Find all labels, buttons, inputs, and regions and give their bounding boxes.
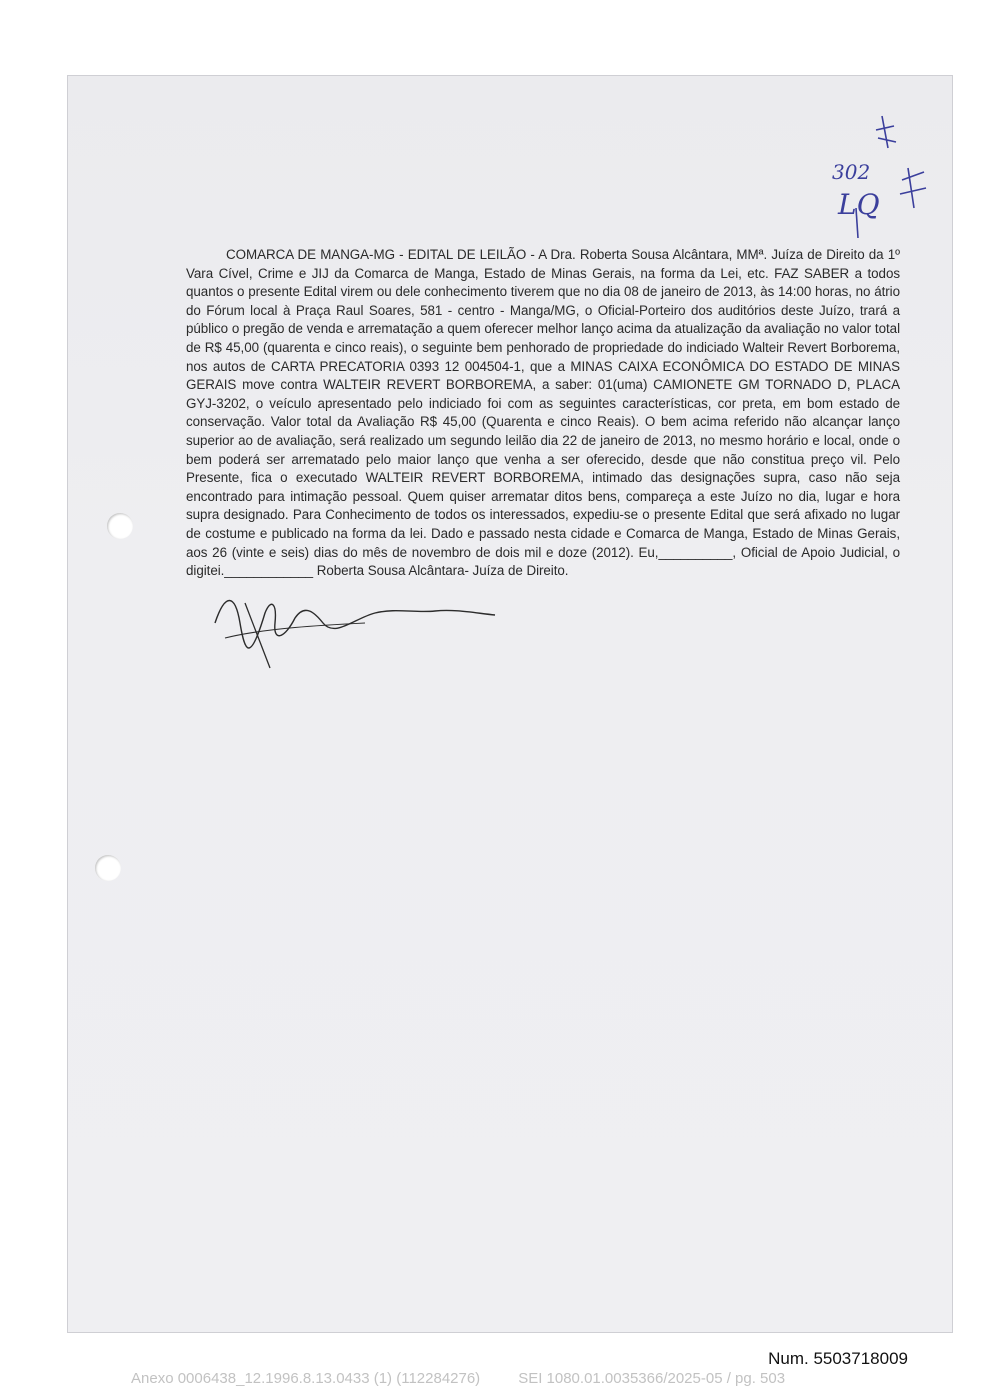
document-number: Num. 5503718009 [768,1349,908,1368]
sei-reference: SEI 1080.01.0035366/2025-05 / pg. 503 [518,1370,786,1387]
folio-number: 302 [832,160,871,184]
judge-signature-icon [205,583,505,673]
punch-hole-top [107,513,133,539]
footer-reference [131,1370,891,1387]
initials-rubric: LQ [838,188,880,221]
annex-reference: Anexo 0006438_12.1996.8.13.0433 (1) (112284276) [131,1370,481,1387]
edital-body: COMARCA DE MANGA-MG - EDITAL DE LEILÃO - A Dra. Roberta Sousa Alcântara, MMª. Juíza de Direito da 1º Vara Cível, Crime e JIJ da Comarca de Manga, Estado de Minas Gerais, na forma da Lei, etc. FAZ SABER a todos quantos o presente Edital virem ou dele conhecimento tiverem que no dia 08 de janeiro de 2013, às 14:00 horas, no átrio do Fórum local à Praça Raul Soares, 581 - centro - Manga/MG, o Oficial-Porteiro dos auditórios deste Juízo, trará a público o pregão de venda e arrematação a quem oferecer melhor lanço acima da atualização da avaliação no valor total de R$ 45,00 (quarenta e cinco reais), o seguinte bem penhorado de propriedade do indiciado Walteir Revert Borborema, nos autos de CARTA PRECATORIA 0393 12 004504-1, que a MINAS CAIXA ECONÔMICA DO ESTADO DE MINAS GERAIS move contra WALTEIR REVERT BORBOREMA, a saber: 01(uma) CAMIONETE GM TORNADO D, PLACA GYJ-3202, o veículo apresentado pelo indiciado foi com as seguintes características, cor preta, em bom estado de conservação. Valor total da Avaliação R$ 45,00 (Quarenta e cinco Reais). O bem acima referido não alcançar lanço superior ao de avaliação, será realizado um segundo leilão dia 22 de janeiro de 2013, no mesmo horário e local, onde o bem poderá ser arrematado pelo maior lanço que venha a ser oferecido, desde que não constitua preço vil. Pelo Presente, fica o executado WALTEIR REVERT BORBOREMA, intimado das designações supra, caso não seja encontrado para intimação pessoal. Quem quiser arrematar ditos bens, compareça a este Juízo no dia, lugar e hora supra designado. Para Conhecimento de todos os interessados, expediu-se o presente Edital que será afixado no lugar de costume e publicado na forma da lei. Dado e passado nesta cidade e Comarca de Manga, Estado de Minas Gerais, aos 26 (vinte e seis) dias do mês de novembro de dois mil e doze (2012). Eu,__________, Oficial de Apoio Judicial, o digitei.____________ Roberta Sousa Alcântara- Juíza de Direito. [186,247,900,579]
punch-hole-bottom [95,855,121,881]
handwritten-annotations [790,108,940,248]
